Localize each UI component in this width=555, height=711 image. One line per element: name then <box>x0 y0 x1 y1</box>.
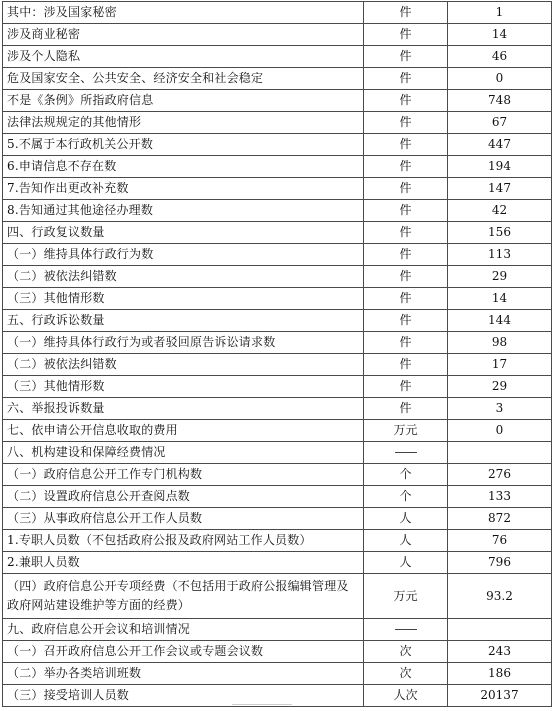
value-cell: 243 <box>448 641 552 663</box>
unit-cell: 人 <box>364 508 448 530</box>
table-row <box>3 398 552 420</box>
table-row <box>3 178 552 200</box>
value-cell: 133 <box>448 486 552 508</box>
statistics-table-body <box>3 2 552 707</box>
value-cell: 0 <box>448 420 552 442</box>
unit-cell: 个 <box>364 464 448 486</box>
unit-cell: 次 <box>364 663 448 685</box>
item-cell: 六、举报投诉数量 <box>3 398 364 420</box>
item-cell: （二）被依法纠错数 <box>3 266 364 288</box>
unit-cell: 件 <box>364 244 448 266</box>
value-cell: 194 <box>448 156 552 178</box>
unit-cell: 人 <box>364 552 448 574</box>
table-row <box>3 68 552 90</box>
unit-cell: 件 <box>364 112 448 134</box>
table-row <box>3 134 552 156</box>
unit-cell: 件 <box>364 24 448 46</box>
value-cell: 144 <box>448 310 552 332</box>
page-fold-divider <box>232 704 292 708</box>
dash-placeholder: —— <box>394 445 417 459</box>
unit-cell: 次 <box>364 641 448 663</box>
item-cell: 不是《条例》所指政府信息 <box>3 90 364 112</box>
table-row <box>3 156 552 178</box>
unit-cell: 件 <box>364 46 448 68</box>
unit-cell: 件 <box>364 310 448 332</box>
table-row <box>3 90 552 112</box>
item-cell: 涉及商业秘密 <box>3 24 364 46</box>
item-cell: 8.告知通过其他途径办理数 <box>3 200 364 222</box>
table-row <box>3 222 552 244</box>
table-row <box>3 420 552 442</box>
item-cell: 八、机构建设和保障经费情况 <box>3 442 364 464</box>
item-cell: 法律法规规定的其他情形 <box>3 112 364 134</box>
table-row <box>3 486 552 508</box>
statistics-sheet <box>2 1 551 707</box>
item-cell: 四、行政复议数量 <box>3 222 364 244</box>
dash-placeholder: —— <box>394 622 417 636</box>
value-cell: 276 <box>448 464 552 486</box>
statistics-table <box>2 1 552 707</box>
item-cell: 6.申请信息不存在数 <box>3 156 364 178</box>
value-cell: 1 <box>448 2 552 24</box>
table-row <box>3 530 552 552</box>
unit-cell: 件 <box>364 398 448 420</box>
table-row <box>3 552 552 574</box>
unit-cell: 件 <box>364 156 448 178</box>
unit-cell: 件 <box>364 134 448 156</box>
value-cell: 3 <box>448 398 552 420</box>
value-cell <box>448 619 552 641</box>
value-cell: 46 <box>448 46 552 68</box>
value-cell: 67 <box>448 112 552 134</box>
value-cell: 147 <box>448 178 552 200</box>
value-cell: 447 <box>448 134 552 156</box>
table-row <box>3 310 552 332</box>
unit-cell: 人 <box>364 530 448 552</box>
item-cell: （四）政府信息公开专项经费（不包括用于政府公报编辑管理及政府网站建设维护等方面的经费） <box>3 574 364 619</box>
item-cell: （一）维持具体行政行为数 <box>3 244 364 266</box>
value-cell: 14 <box>448 24 552 46</box>
table-row <box>3 376 552 398</box>
value-cell: 42 <box>448 200 552 222</box>
item-cell: （三）从事政府信息公开工作人员数 <box>3 508 364 530</box>
table-row <box>3 464 552 486</box>
item-cell: （二）设置政府信息公开查阅点数 <box>3 486 364 508</box>
table-row <box>3 288 552 310</box>
unit-cell: 件 <box>364 178 448 200</box>
value-cell: 29 <box>448 266 552 288</box>
item-cell: 5.不属于本行政机关公开数 <box>3 134 364 156</box>
table-row <box>3 46 552 68</box>
item-cell: 涉及个人隐私 <box>3 46 364 68</box>
value-cell <box>448 442 552 464</box>
unit-cell: 件 <box>364 90 448 112</box>
table-row <box>3 508 552 530</box>
item-cell: （三）接受培训人员数 <box>3 685 364 707</box>
unit-cell: 件 <box>364 376 448 398</box>
value-cell: 796 <box>448 552 552 574</box>
unit-cell: 个 <box>364 486 448 508</box>
value-cell: 17 <box>448 354 552 376</box>
unit-cell: 件 <box>364 222 448 244</box>
unit-cell: 件 <box>364 354 448 376</box>
unit-cell: 件 <box>364 68 448 90</box>
unit-cell: 件 <box>364 288 448 310</box>
unit-cell <box>364 442 448 464</box>
table-row <box>3 619 552 641</box>
item-cell: （三）其他情形数 <box>3 376 364 398</box>
table-row <box>3 332 552 354</box>
table-row <box>3 24 552 46</box>
unit-cell: 人次 <box>364 685 448 707</box>
item-cell: 五、行政诉讼数量 <box>3 310 364 332</box>
value-cell: 0 <box>448 68 552 90</box>
value-cell: 93.2 <box>448 574 552 619</box>
item-cell: 九、政府信息公开会议和培训情况 <box>3 619 364 641</box>
unit-cell: 件 <box>364 266 448 288</box>
value-cell: 156 <box>448 222 552 244</box>
unit-cell: 万元 <box>364 420 448 442</box>
table-row <box>3 354 552 376</box>
table-row <box>3 200 552 222</box>
item-cell: 其中：涉及国家秘密 <box>3 2 364 24</box>
table-row <box>3 663 552 685</box>
unit-cell: 件 <box>364 200 448 222</box>
item-cell: 危及国家安全、公共安全、经济安全和社会稳定 <box>3 68 364 90</box>
unit-cell: 件 <box>364 2 448 24</box>
item-cell: （二）举办各类培训班数 <box>3 663 364 685</box>
table-row <box>3 574 552 619</box>
unit-cell <box>364 619 448 641</box>
value-cell: 98 <box>448 332 552 354</box>
value-cell: 186 <box>448 663 552 685</box>
item-cell: （一）政府信息公开工作专门机构数 <box>3 464 364 486</box>
table-row <box>3 112 552 134</box>
table-row <box>3 442 552 464</box>
item-cell: （一）召开政府信息公开工作会议或专题会议数 <box>3 641 364 663</box>
item-cell: 2.兼职人员数 <box>3 552 364 574</box>
value-cell: 872 <box>448 508 552 530</box>
item-cell: （二）被依法纠错数 <box>3 354 364 376</box>
value-cell: 20137 <box>448 685 552 707</box>
table-row <box>3 641 552 663</box>
value-cell: 29 <box>448 376 552 398</box>
unit-cell: 万元 <box>364 574 448 619</box>
item-cell: 七、依申请公开信息收取的费用 <box>3 420 364 442</box>
table-row <box>3 244 552 266</box>
value-cell: 76 <box>448 530 552 552</box>
item-cell: 1.专职人员数（不包括政府公报及政府网站工作人员数） <box>3 530 364 552</box>
table-row <box>3 266 552 288</box>
unit-cell: 件 <box>364 332 448 354</box>
item-cell: （三）其他情形数 <box>3 288 364 310</box>
item-cell: 7.告知作出更改补充数 <box>3 178 364 200</box>
value-cell: 14 <box>448 288 552 310</box>
table-row <box>3 2 552 24</box>
item-cell: （一）维持具体行政行为或者驳回原告诉讼请求数 <box>3 332 364 354</box>
value-cell: 748 <box>448 90 552 112</box>
value-cell: 113 <box>448 244 552 266</box>
